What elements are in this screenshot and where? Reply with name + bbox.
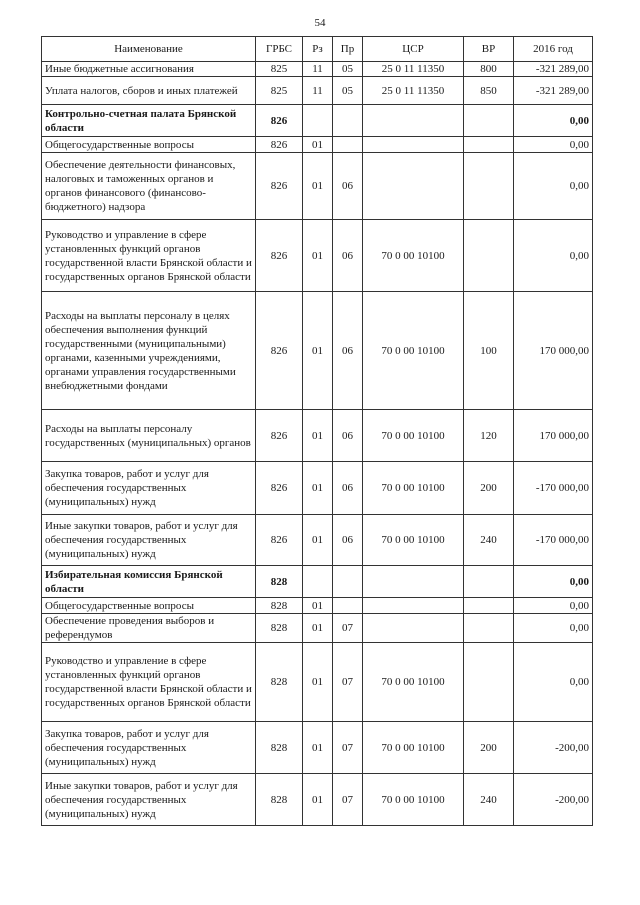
row-grbs-cell: 826: [256, 292, 303, 410]
table-row: [42, 774, 593, 826]
row-grbs-cell: 826: [256, 137, 303, 153]
row-name-cell: Избирательная комиссия Брянской области: [42, 566, 256, 598]
row-amount-cell: 0,00: [514, 614, 593, 643]
row-amount-cell: -200,00: [514, 722, 593, 774]
table-row: [42, 220, 593, 292]
row-name-cell: Иные закупки товаров, работ и услуг для обеспечения государственных (муниципальных) нужд: [42, 515, 256, 566]
column-header-grbs: ГРБС: [256, 37, 303, 62]
row-grbs-cell: 828: [256, 614, 303, 643]
row-vr-cell: 200: [464, 462, 514, 515]
row-vr-cell: [464, 153, 514, 220]
row-amount-cell: 170 000,00: [514, 292, 593, 410]
row-csr-cell: [363, 598, 464, 614]
row-rz-cell: 01: [303, 774, 333, 826]
table-row: [42, 77, 593, 105]
row-pr-cell: 07: [333, 643, 363, 722]
row-grbs-cell: 828: [256, 643, 303, 722]
row-rz-cell: 01: [303, 292, 333, 410]
row-name-cell: Руководство и управление в сфере установленных функций органов государственной власти Брянской области и государственных органов Брянской области: [42, 220, 256, 292]
row-pr-cell: 07: [333, 774, 363, 826]
row-pr-cell: 05: [333, 77, 363, 105]
budget-table: [41, 36, 593, 826]
row-name-cell: Иные закупки товаров, работ и услуг для обеспечения государственных (муниципальных) нужд: [42, 774, 256, 826]
row-rz-cell: [303, 566, 333, 598]
row-name-cell: Контрольно-счетная палата Брянской области: [42, 105, 256, 137]
row-grbs-cell: 828: [256, 722, 303, 774]
row-grbs-cell: 826: [256, 410, 303, 462]
row-csr-cell: [363, 137, 464, 153]
table-row: [42, 722, 593, 774]
row-name-cell: Общегосударственные вопросы: [42, 598, 256, 614]
row-pr-cell: 06: [333, 462, 363, 515]
row-name-cell: Закупка товаров, работ и услуг для обеспечения государственных (муниципальных) нужд: [42, 462, 256, 515]
row-vr-cell: 100: [464, 292, 514, 410]
row-csr-cell: [363, 105, 464, 137]
column-header-year: 2016 год: [514, 37, 593, 62]
table-body: [42, 62, 593, 826]
row-name-cell: Иные бюджетные ассигнования: [42, 62, 256, 77]
row-vr-cell: 800: [464, 62, 514, 77]
row-grbs-cell: 826: [256, 462, 303, 515]
column-header-name: Наименование: [42, 37, 256, 62]
row-vr-cell: 200: [464, 722, 514, 774]
row-csr-cell: [363, 153, 464, 220]
row-csr-cell: 70 0 00 10100: [363, 774, 464, 826]
row-grbs-cell: 826: [256, 153, 303, 220]
row-pr-cell: [333, 137, 363, 153]
row-rz-cell: 01: [303, 643, 333, 722]
row-amount-cell: -170 000,00: [514, 462, 593, 515]
table-row: [42, 292, 593, 410]
row-amount-cell: -170 000,00: [514, 515, 593, 566]
row-vr-cell: 240: [464, 515, 514, 566]
row-grbs-cell: 826: [256, 105, 303, 137]
row-pr-cell: 06: [333, 220, 363, 292]
row-rz-cell: 11: [303, 77, 333, 105]
table-row: [42, 515, 593, 566]
row-rz-cell: [303, 105, 333, 137]
row-vr-cell: [464, 566, 514, 598]
table-row: [42, 462, 593, 515]
row-name-cell: Уплата налогов, сборов и иных платежей: [42, 77, 256, 105]
row-rz-cell: 01: [303, 515, 333, 566]
table-row: [42, 153, 593, 220]
row-rz-cell: 01: [303, 598, 333, 614]
row-pr-cell: 06: [333, 515, 363, 566]
table-header-row: [42, 37, 593, 62]
row-rz-cell: 11: [303, 62, 333, 77]
table-row: [42, 137, 593, 153]
row-grbs-cell: 826: [256, 515, 303, 566]
row-amount-cell: 0,00: [514, 220, 593, 292]
row-pr-cell: 07: [333, 722, 363, 774]
row-amount-cell: 0,00: [514, 153, 593, 220]
page-number: 54: [314, 17, 326, 29]
row-csr-cell: 70 0 00 10100: [363, 722, 464, 774]
row-csr-cell: 70 0 00 10100: [363, 410, 464, 462]
row-vr-cell: 120: [464, 410, 514, 462]
row-rz-cell: 01: [303, 410, 333, 462]
row-grbs-cell: 828: [256, 566, 303, 598]
row-name-cell: Расходы на выплаты персоналу государственных (муниципальных) органов: [42, 410, 256, 462]
row-vr-cell: [464, 137, 514, 153]
row-vr-cell: [464, 643, 514, 722]
row-vr-cell: [464, 220, 514, 292]
row-amount-cell: 170 000,00: [514, 410, 593, 462]
row-pr-cell: 05: [333, 62, 363, 77]
row-grbs-cell: 825: [256, 62, 303, 77]
row-name-cell: Общегосударственные вопросы: [42, 137, 256, 153]
column-header-pr: Пр: [333, 37, 363, 62]
row-grbs-cell: 828: [256, 774, 303, 826]
table-row: [42, 410, 593, 462]
row-rz-cell: 01: [303, 614, 333, 643]
table-row: [42, 598, 593, 614]
row-rz-cell: 01: [303, 137, 333, 153]
row-amount-cell: 0,00: [514, 643, 593, 722]
row-csr-cell: [363, 566, 464, 598]
row-name-cell: Расходы на выплаты персоналу в целях обеспечения выполнения функций государственными (муниципальными) органами, казенными учреждениями, органами управления государственными внебюджетными фондами: [42, 292, 256, 410]
row-amount-cell: 0,00: [514, 598, 593, 614]
row-name-cell: Закупка товаров, работ и услуг для обеспечения государственных (муниципальных) нужд: [42, 722, 256, 774]
row-name-cell: Обеспечение деятельности финансовых, налоговых и таможенных органов и органов финансового (финансово-бюджетного) надзора: [42, 153, 256, 220]
row-amount-cell: 0,00: [514, 137, 593, 153]
row-pr-cell: 06: [333, 410, 363, 462]
row-csr-cell: 70 0 00 10100: [363, 515, 464, 566]
table-row: [42, 105, 593, 137]
row-pr-cell: [333, 105, 363, 137]
row-grbs-cell: 825: [256, 77, 303, 105]
row-vr-cell: 850: [464, 77, 514, 105]
table-row: [42, 614, 593, 643]
row-vr-cell: 240: [464, 774, 514, 826]
row-csr-cell: [363, 614, 464, 643]
row-grbs-cell: 828: [256, 598, 303, 614]
row-csr-cell: 25 0 11 11350: [363, 62, 464, 77]
row-amount-cell: 0,00: [514, 566, 593, 598]
column-header-rz: Рз: [303, 37, 333, 62]
table-row: [42, 643, 593, 722]
row-pr-cell: 06: [333, 292, 363, 410]
row-vr-cell: [464, 105, 514, 137]
row-name-cell: Руководство и управление в сфере установленных функций органов государственной власти Брянской области и государственных органов Брянской области: [42, 643, 256, 722]
row-csr-cell: 70 0 00 10100: [363, 462, 464, 515]
row-vr-cell: [464, 598, 514, 614]
row-csr-cell: 25 0 11 11350: [363, 77, 464, 105]
row-rz-cell: 01: [303, 220, 333, 292]
row-pr-cell: 07: [333, 614, 363, 643]
table-row: [42, 566, 593, 598]
row-amount-cell: 0,00: [514, 105, 593, 137]
row-rz-cell: 01: [303, 722, 333, 774]
row-vr-cell: [464, 614, 514, 643]
table-row: [42, 62, 593, 77]
row-amount-cell: -321 289,00: [514, 77, 593, 105]
row-amount-cell: -321 289,00: [514, 62, 593, 77]
row-csr-cell: 70 0 00 10100: [363, 292, 464, 410]
row-rz-cell: 01: [303, 153, 333, 220]
column-header-csr: ЦСР: [363, 37, 464, 62]
row-pr-cell: [333, 598, 363, 614]
row-pr-cell: [333, 566, 363, 598]
row-rz-cell: 01: [303, 462, 333, 515]
column-header-vr: ВР: [464, 37, 514, 62]
row-csr-cell: 70 0 00 10100: [363, 220, 464, 292]
row-csr-cell: 70 0 00 10100: [363, 643, 464, 722]
row-grbs-cell: 826: [256, 220, 303, 292]
row-name-cell: Обеспечение проведения выборов и референдумов: [42, 614, 256, 643]
row-pr-cell: 06: [333, 153, 363, 220]
row-amount-cell: -200,00: [514, 774, 593, 826]
